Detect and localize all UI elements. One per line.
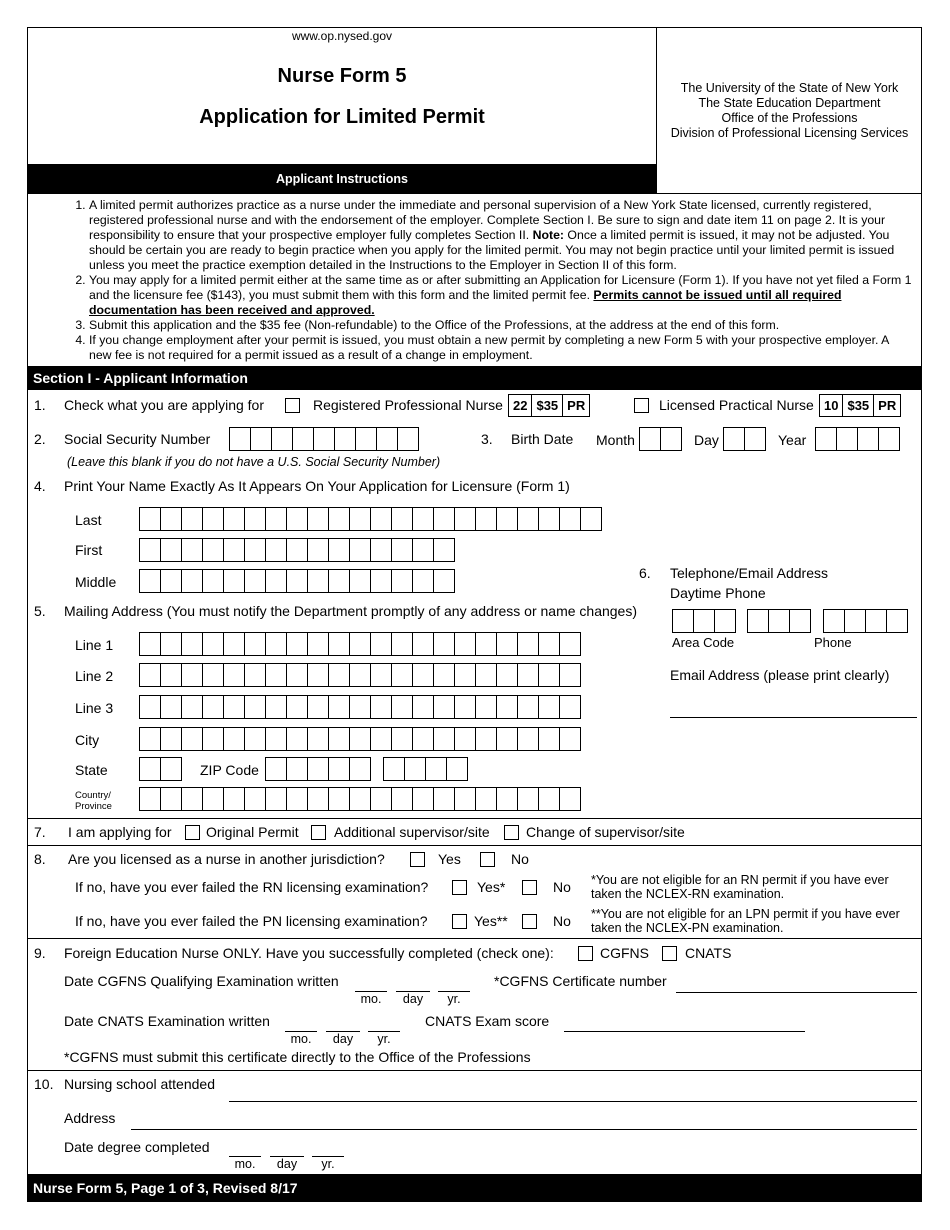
foreign-education-label: Foreign Education Nurse ONLY. Have you successfully completed (check one): [64, 945, 554, 961]
instruction-item: 4. If you change employment after your permit is issued, you must obtain a new permit by completing a new Form 5 with your prospective employer. A new fee is not required for a permit issued as a result of a change in employment. [89, 333, 914, 363]
failed-pn-yes-label: Yes** [474, 913, 508, 929]
year-label: Year [778, 432, 807, 448]
email-label: Email Address (please print clearly) [670, 667, 890, 683]
rn-eligibility-note: *You are not eligible for an RN permit if you have ever taken the NCLEX-RN examination. [591, 873, 889, 901]
area-code-input[interactable] [672, 609, 736, 633]
divider [27, 818, 922, 819]
ssn-input[interactable] [229, 427, 419, 451]
licensed-elsewhere-label: Are you licensed as a nurse in another jurisdiction? [68, 851, 385, 867]
no-label: No [511, 851, 529, 867]
school-address-label: Address [64, 1110, 116, 1126]
country-label: Country/ Province [75, 790, 112, 812]
organization-info: The University of the State of New York The State Education Department Office of the Professions Division of Professional Licensing Services [670, 81, 909, 140]
middle-name-input[interactable] [139, 569, 455, 593]
cnats-date-label: Date CNATS Examination written [64, 1013, 270, 1029]
q2-number: 2. [34, 431, 46, 447]
nursing-school-input[interactable] [229, 1101, 917, 1102]
day-label: day [332, 1032, 354, 1046]
first-name-input[interactable] [139, 538, 455, 562]
address-line1-label: Line 1 [75, 637, 114, 653]
cnats-score-label: CNATS Exam score [425, 1013, 550, 1029]
birth-year-input[interactable] [815, 427, 900, 451]
birth-month-input[interactable] [639, 427, 682, 451]
lpn-label: Licensed Practical Nurse [659, 397, 814, 413]
q4-number: 4. [34, 478, 46, 494]
licensed-elsewhere-yes-checkbox[interactable] [410, 852, 425, 867]
pn-eligibility-note: **You are not eligible for an LPN permit if you have ever taken the NCLEX-PN examination. [591, 907, 900, 935]
failed-rn-label: If no, have you ever failed the RN licensing examination? [75, 879, 429, 895]
header-title-block [27, 27, 657, 164]
website-url: www.op.nysed.gov [291, 29, 393, 43]
instruction-item: 1. A limited permit authorizes practice as a nurse under the immediate and personal supervision of a New York State licensed, currently registered, registered professional nurse and with the endorsement of the employer. Complete Section I. Be sure to sign and date item 11 on page 2. It is your responsibility to ensure that your prospective employer fully completes Section II. Note: Once a limited permit is issued, it may not be adjusted. You should be certain you are ready to begin practice when you apply for the limited permit. You may not begin practice until your limited permit is issued unless you meet the practice exemption detailed in the Instructions to the Employer in Section II of this form. [89, 198, 914, 273]
q8-number: 8. [34, 851, 46, 867]
ssn-note: (Leave this blank if you do not have a U.S. Social Security Number) [67, 455, 441, 469]
failed-pn-label: If no, have you ever failed the PN licensing examination? [75, 913, 428, 929]
failed-rn-yes-label: Yes* [477, 879, 506, 895]
instruction-item: 3. Submit this application and the $35 fee (Non-refundable) to the Office of the Professions, at the address at the end of this form. [89, 318, 914, 333]
lpn-checkbox[interactable] [634, 398, 649, 413]
failed-rn-yes-checkbox[interactable] [452, 880, 467, 895]
month-label: mo. [290, 1032, 312, 1046]
divider [27, 1070, 922, 1071]
year-label: yr. [447, 992, 461, 1006]
birth-date-label: Birth Date [511, 431, 574, 447]
last-name-label: Last [75, 512, 102, 528]
instructions-list [62, 198, 914, 363]
q7-number: 7. [34, 824, 46, 840]
rn-checkbox[interactable] [285, 398, 300, 413]
q1-label: Check what you are applying for [64, 397, 264, 413]
header-org-block [657, 27, 922, 194]
additional-supervisor-label: Additional supervisor/site [334, 824, 490, 840]
q9-number: 9. [34, 945, 46, 961]
failed-pn-no-checkbox[interactable] [522, 914, 537, 929]
q1-number: 1. [34, 397, 46, 413]
degree-date-label: Date degree completed [64, 1139, 210, 1155]
failed-rn-no-checkbox[interactable] [522, 880, 537, 895]
instruction-item: 2. You may apply for a limited permit either at the same time as or after submitting an Application for Licensure (Form 1). If you have not yet filed a Form 1 and the licensure fee ($143), you must submit them with this form and the limited permit fee. Permits cannot be issued until all required documentation has been received and approved. [89, 273, 914, 318]
ssn-label: Social Security Number [64, 431, 211, 447]
year-label: yr. [377, 1032, 391, 1046]
cgfns-certificate-input[interactable] [676, 992, 917, 993]
name-heading: Print Your Name Exactly As It Appears On Your Application for Licensure (Form 1) [64, 478, 570, 494]
phone-prefix-input[interactable] [747, 609, 811, 633]
middle-name-label: Middle [75, 574, 117, 590]
state-input[interactable] [139, 757, 182, 781]
address-line2-label: Line 2 [75, 668, 114, 684]
change-supervisor-label: Change of supervisor/site [526, 824, 685, 840]
school-address-input[interactable] [131, 1129, 917, 1130]
cnats-label: CNATS [685, 945, 732, 961]
failed-rn-no-label: No [553, 879, 571, 895]
address-line1-input[interactable] [139, 632, 581, 656]
rn-label: Registered Professional Nurse [313, 397, 503, 413]
page-footer: Nurse Form 5, Page 1 of 3, Revised 8/17 [27, 1174, 922, 1202]
daytime-phone-label: Daytime Phone [670, 585, 766, 601]
cgfns-certificate-label: *CGFNS Certificate number [494, 973, 667, 989]
last-name-input[interactable] [139, 507, 602, 531]
phone-number-input[interactable] [823, 609, 908, 633]
state-label: State [75, 762, 108, 778]
cgfns-note: *CGFNS must submit this certificate directly to the Office of the Professions [64, 1049, 531, 1065]
zip-label: ZIP Code [200, 762, 259, 778]
cgfns-date-label: Date CGFNS Qualifying Examination written [64, 973, 339, 989]
form-subtitle: Application for Limited Permit [199, 106, 485, 128]
city-input[interactable] [139, 727, 581, 751]
section-1-heading: Section I - Applicant Information [27, 366, 922, 390]
city-label: City [75, 732, 100, 748]
birth-day-input[interactable] [723, 427, 766, 451]
nursing-school-label: Nursing school attended [64, 1076, 215, 1092]
day-label: day [276, 1157, 298, 1171]
month-label: Month [596, 432, 635, 448]
cnats-score-input[interactable] [564, 1031, 805, 1032]
cnats-checkbox[interactable] [662, 946, 677, 961]
licensed-elsewhere-no-checkbox[interactable] [480, 852, 495, 867]
q5-number: 5. [34, 603, 46, 619]
zip-plus4-input[interactable] [383, 757, 468, 781]
yes-label: Yes [438, 851, 461, 867]
day-label: Day [694, 432, 719, 448]
month-label: mo. [234, 1157, 256, 1171]
phone-label: Phone [814, 635, 852, 650]
address-line2-input[interactable] [139, 663, 581, 687]
month-label: mo. [360, 992, 382, 1006]
q3-number: 3. [481, 431, 493, 447]
year-label: yr. [321, 1157, 335, 1171]
form-title: Nurse Form 5 [277, 65, 407, 87]
divider [27, 845, 922, 846]
instructions-heading: Applicant Instructions [27, 164, 657, 194]
lpn-fee-code: 10 $35 PR [819, 394, 901, 417]
divider [27, 938, 922, 939]
failed-pn-no-label: No [553, 913, 571, 929]
cgfns-checkbox[interactable] [578, 946, 593, 961]
rn-fee-code: 22 $35 PR [508, 394, 590, 417]
telephone-email-heading: Telephone/Email Address [670, 565, 828, 581]
q10-number: 10. [34, 1076, 54, 1092]
address-heading: Mailing Address (You must notify the Department promptly of any address or name changes) [64, 603, 637, 619]
address-line3-label: Line 3 [75, 700, 114, 716]
address-line3-input[interactable] [139, 695, 581, 719]
change-supervisor-checkbox[interactable] [504, 825, 519, 840]
day-label: day [402, 992, 424, 1006]
country-input[interactable] [139, 787, 581, 811]
q6-number: 6. [639, 565, 651, 581]
failed-pn-yes-checkbox[interactable] [452, 914, 467, 929]
additional-supervisor-checkbox[interactable] [311, 825, 326, 840]
original-permit-checkbox[interactable] [185, 825, 200, 840]
zip-input[interactable] [265, 757, 371, 781]
first-name-label: First [75, 542, 103, 558]
area-code-label: Area Code [672, 635, 735, 650]
applying-for-label: I am applying for [68, 824, 172, 840]
original-permit-label: Original Permit [206, 824, 299, 840]
email-input[interactable] [670, 717, 917, 718]
cgfns-label: CGFNS [600, 945, 649, 961]
